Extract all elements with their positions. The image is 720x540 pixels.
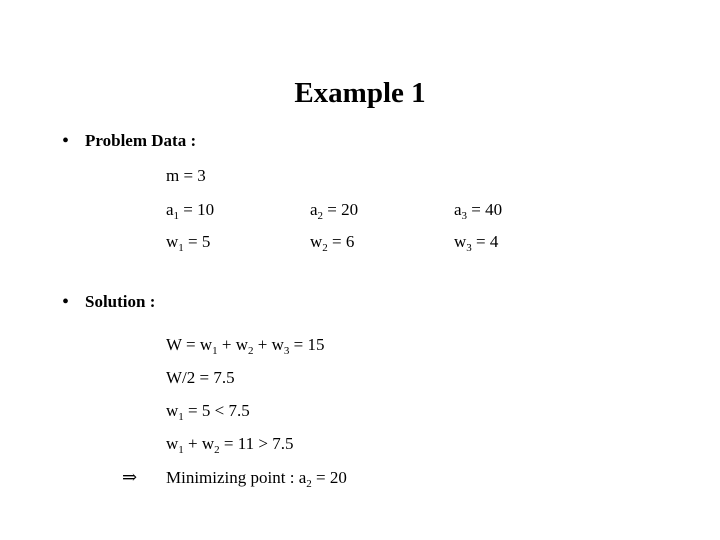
slide-title: Example 1 — [294, 77, 426, 109]
m-value: m = 3 — [166, 166, 206, 185]
a1-value: $a_1 = 10$ — [166, 200, 215, 222]
minimizing-point-line: Minimizing point : $a_2 = 20$ — [166, 468, 347, 490]
bullet-problem-data: • — [62, 130, 70, 152]
a3-value: $a_3 = 40$ — [454, 200, 503, 222]
implies-arrow-icon: ⇒ — [122, 467, 138, 487]
problem-data-heading: Problem Data : — [85, 131, 197, 150]
w1-w2-compare-line: $w_1 + w_2 = 11 > 7.5$ — [166, 434, 294, 456]
w3-value: $w_3 = 4$ — [454, 232, 499, 254]
total-weight-line: $W = w_1 + w_2 + w_3 = 15$ — [166, 335, 325, 357]
w1-value: $w_1 = 5$ — [166, 232, 211, 254]
half-weight-line: W/2 = 7.5 — [166, 368, 235, 387]
w1-compare-line: $w_1 = 5 < 7.5$ — [166, 401, 250, 423]
a2-value: $a_2 = 20$ — [310, 200, 359, 222]
w2-value: $w_2 = 6$ — [310, 232, 355, 254]
bullet-solution: • — [62, 291, 70, 313]
solution-heading: Solution : — [85, 292, 156, 311]
